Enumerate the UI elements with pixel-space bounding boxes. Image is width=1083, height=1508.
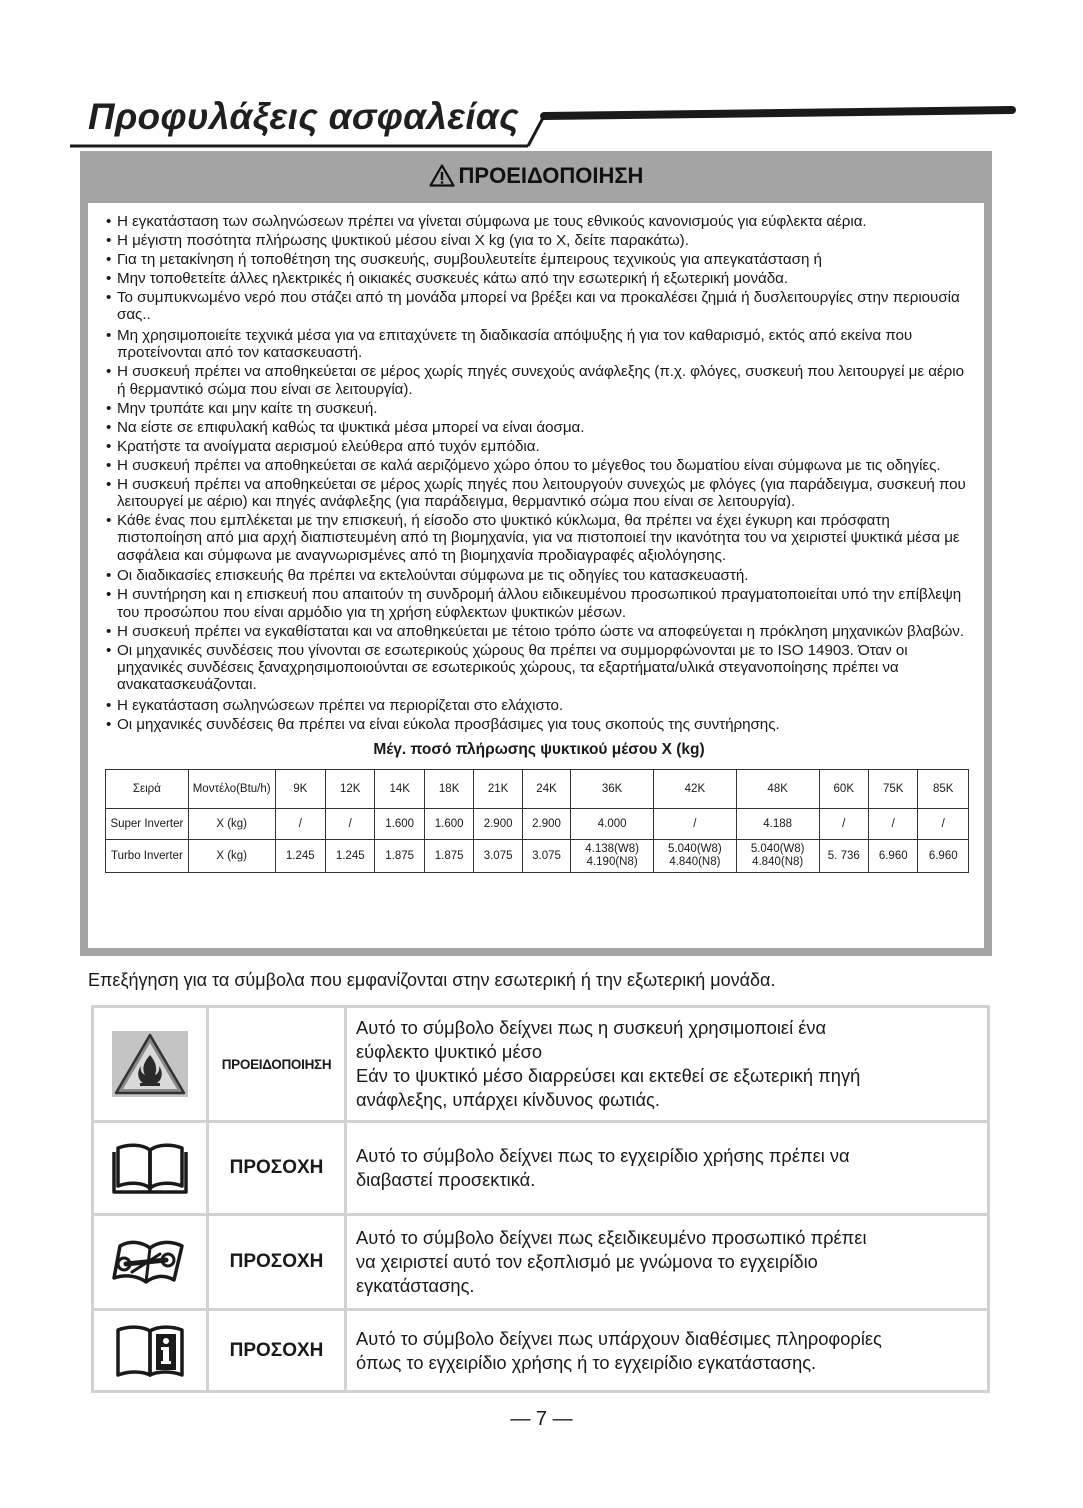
symbols-table <box>91 1005 990 1393</box>
list-item: • Οι μηχανικές συνδέσεις που γίνονται σε εσωτερικούς χώρους θα πρέπει να συμμορφώνονται με το ISO 14903. Όταν οι μηχανικές συνδέσεις ξαναχρησιμοποιούνται σε εσωτερικούς χώρους, τα εξαρτήματα/υλικά στεγανοποίησης πρέπει να ανακατασκευάζονται. <box>106 642 972 694</box>
list-item: • Να είστε σε επιφυλακή καθώς τα ψυκτικά μέσα μπορεί να είναι άοσμα. <box>106 419 972 436</box>
list-item: • Οι μηχανικές συνδέσεις θα πρέπει να είναι εύκολα προσβάσιμες για τους σκοπούς της συντήρησης. <box>106 716 972 733</box>
table-cell: 1.245 <box>326 840 375 873</box>
table-cell: 6.960 <box>918 840 969 873</box>
table-cell: 42K <box>654 770 737 809</box>
table-cell: X (kg) <box>188 840 275 873</box>
table-cell: Super Inverter <box>106 809 189 840</box>
list-item: • Κάθε ένας που εμπλέκεται με την επισκευή, ή είσοδο στο ψυκτικό κύκλωμα, θα πρέπει να έχει έγκυρη και πρόσφατη πιστοποίηση από μια αρχή διαπιστευμένη από τη βιομηχανία, για να πιστοποιεί την ικανότητα του να χειριστεί ψυκτικά μέσα με ασφάλεια και σύμφωνα με αναγνωρισμένες από τη βιομηχανία προδιαγραφές αξιολόγησης. <box>106 512 972 564</box>
list-item: • Η συσκευή πρέπει να αποθηκεύεται σε μέρος χωρίς πηγές συνεχούς ανάφλεξης (π.χ. φλόγες, συσκευή που λειτουργεί με αέριο ή θερμαντικό σώμα που είναι σε λειτουργία). <box>106 363 972 398</box>
table-cell: / <box>918 809 969 840</box>
table-cell: 14K <box>375 770 424 809</box>
list-item: • Η συσκευή πρέπει να αποθηκεύεται σε καλά αεριζόμενο χώρο όπου το μέγεθος του δωματίου είναι σύμφωνα με τις οδηγίες. <box>106 457 972 474</box>
open-book-icon <box>112 1140 188 1196</box>
table-cell: 3.075 <box>522 840 570 873</box>
symbol-icon-cell <box>94 1008 209 1120</box>
flammable-warning-icon <box>112 1031 188 1097</box>
warning-box <box>80 151 992 956</box>
symbol-row <box>94 1123 987 1216</box>
page-number: — 7 — <box>510 1408 573 1430</box>
table-cell: 4.188 <box>736 809 819 840</box>
table-cell: 5.040(W8) 4.840(N8) <box>736 840 819 873</box>
table-cell: 3.075 <box>474 840 522 873</box>
table-row <box>106 809 969 840</box>
list-item: • Μη χρησιμοποιείτε τεχνικά μέσα για να επιταχύνετε τη διαδικασία απόψυξης ή για τον καθαρισμό, εκτός από εκείνα που προτείνονται από τον κατασκευαστή. <box>106 327 972 362</box>
symbol-row <box>94 1008 987 1123</box>
list-item: • Μην τρυπάτε και μην καίτε τη συσκευή. <box>106 400 972 417</box>
symbol-row <box>94 1311 987 1390</box>
table-cell: / <box>869 809 918 840</box>
table-cell: 60K <box>819 770 868 809</box>
list-item: • Η συσκευή πρέπει να εγκαθίσταται και να αποθηκεύεται με τέτοιο τρόπο ώστε να αποφεύγεται η πρόκληση μηχανικών βλαβών. <box>106 623 972 640</box>
symbol-icon-cell <box>94 1123 209 1213</box>
symbol-description <box>356 1216 981 1308</box>
symbol-icon-cell <box>94 1216 209 1308</box>
page-title: Προφυλάξεις ασφαλείας <box>88 96 520 137</box>
table-cell: 24K <box>522 770 570 809</box>
warning-content <box>88 203 984 948</box>
table-cell: 21K <box>474 770 522 809</box>
table-cell: 4.138(W8) 4.190(N8) <box>571 840 654 873</box>
list-item: • Οι διαδικασίες επισκευής θα πρέπει να εκτελούνται σύμφωνα με τις οδηγίες του κατασκευαστή. <box>106 567 972 584</box>
table-cell: 85K <box>918 770 969 809</box>
table-cell: 5. 736 <box>819 840 868 873</box>
table-cell: Turbo Inverter <box>106 840 189 873</box>
symbol-description <box>356 1008 981 1120</box>
table-cell: 12K <box>326 770 375 809</box>
table-row <box>106 840 969 873</box>
charge-table-title: Μέγ. ποσό πλήρωσης ψυκτικού μέσου X (kg) <box>373 741 705 759</box>
table-cell: 2.900 <box>522 809 570 840</box>
table-cell: / <box>326 809 375 840</box>
table-cell: 1.875 <box>375 840 424 873</box>
table-cell: 1.600 <box>375 809 424 840</box>
table-cell: 75K <box>869 770 918 809</box>
list-item: • Μην τοποθετείτε άλλες ηλεκτρικές ή οικιακές συσκευές κάτω από την εσωτερική ή εξωτερική μονάδα. <box>106 270 972 287</box>
warning-list <box>106 213 972 733</box>
symbol-row <box>94 1216 987 1311</box>
table-cell: Σειρά <box>106 770 189 809</box>
service-manual-icon <box>110 1234 190 1290</box>
list-item: • Η συσκευή πρέπει να αποθηκεύεται σε μέρος χωρίς πηγές που λειτουργούν συνεχώς με φλόγες (για παράδειγμα, συσκευή που λειτουργεί με αέριο) και πηγές ανάφλεξης (για παράδειγμα, θερμαντικό σώμα που είναι σε λειτουργία). <box>106 476 972 511</box>
table-cell: 9K <box>275 770 325 809</box>
table-cell: / <box>654 809 737 840</box>
table-cell: 1.600 <box>424 809 473 840</box>
table-cell: 4.000 <box>571 809 654 840</box>
symbol-label: ΠΡΟΣΟΧΗ <box>209 1123 347 1213</box>
table-cell: 5.040(W8) 4.840(N8) <box>654 840 737 873</box>
list-item: • Η εγκατάσταση σωληνώσεων πρέπει να περιορίζεται στο ελάχιστο. <box>106 697 972 714</box>
list-item: • Κρατήστε τα ανοίγματα αερισμού ελεύθερα από τυχόν εμπόδια. <box>106 438 972 455</box>
symbol-description <box>356 1311 981 1390</box>
list-item: • Η εγκατάσταση των σωληνώσεων πρέπει να γίνεται σύμφωνα με τους εθνικούς κανονισμούς για εύφλεκτα αέρια. <box>106 213 972 230</box>
table-cell: Μοντέλο(Btu/h) <box>188 770 275 809</box>
symbols-intro: Επεξήγηση για τα σύμβολα που εμφανίζονται στην εσωτερική ή την εξωτερική μονάδα. <box>88 970 776 990</box>
symbol-label: ΠΡΟΕΙΔΟΠΟΙΗΣΗ <box>209 1008 347 1120</box>
table-cell: 1.875 <box>424 840 473 873</box>
table-header-row <box>106 770 969 809</box>
info-manual-icon <box>112 1323 188 1379</box>
table-cell: 1.245 <box>275 840 325 873</box>
list-item: • Η μέγιστη ποσότητα πλήρωσης ψυκτικού μέσου είναι X kg (για το X, δείτε παρακάτω). <box>106 232 972 249</box>
warning-heading-text: ΠΡΟΕΙΔΟΠΟΙΗΣΗ <box>458 163 644 188</box>
symbol-icon-cell <box>94 1311 209 1390</box>
list-item: • Για τη μετακίνηση ή τοποθέτηση της συσκευής, συμβουλευτείτε έμπειρους τεχνικούς για απεγκατάσταση ή <box>106 251 972 268</box>
table-cell: 48K <box>736 770 819 809</box>
symbol-description-text: Αυτό το σύμβολο δείχνει πως το εγχειρίδιο χρήσης πρέπει να διαβαστεί προσεκτικά. <box>356 1145 850 1190</box>
warning-heading <box>80 163 992 189</box>
table-cell: / <box>275 809 325 840</box>
symbol-description-text: Αυτό το σύμβολο δείχνει πως η συσκευή χρησιμοποιεί ένα εύφλεκτο ψυκτικό μέσο Εάν το ψυκτικό μέσο διαρρεύσει και εκτεθεί σε εξωτερική πηγή ανάφλεξης, υπάρχει κίνδυνος φωτιάς. <box>356 1017 861 1110</box>
list-item: • Η συντήρηση και η επισκευή που απαιτούν τη συνδρομή άλλου ειδικευμένου προσωπικού πραγματοποιείται υπό την επίβλεψη του προσώπου που είναι αρμόδιο για τη χρήση εύφλεκτων ψυκτικών μέσων. <box>106 586 972 621</box>
table-cell: 36K <box>571 770 654 809</box>
symbol-label: ΠΡΟΣΟΧΗ <box>209 1311 347 1390</box>
symbol-description-text: Αυτό το σύμβολο δείχνει πως εξειδικευμένο προσωπικό πρέπει να χειριστεί αυτό τον εξοπλισμό με γνώμονα το εγχειρίδιο εγκατάστασης. <box>356 1227 867 1296</box>
table-cell: 2.900 <box>474 809 522 840</box>
charge-table <box>105 769 969 873</box>
warning-triangle-icon <box>429 164 455 187</box>
symbol-description <box>356 1123 981 1213</box>
symbol-description-text: Αυτό το σύμβολο δείχνει πως υπάρχουν διαθέσιμες πληροφορίες όπως το εγχειρίδιο χρήσης ή το εγχειρίδιο εγκατάστασης. <box>356 1327 882 1373</box>
table-cell: 18K <box>424 770 473 809</box>
symbol-label: ΠΡΟΣΟΧΗ <box>209 1216 347 1308</box>
list-item: • Το συμπυκνωμένο νερό που στάζει από τη μονάδα μπορεί να βρέξει και να προκαλέσει ζημιά ή δυσλειτουργίες στην περιουσία σας.. <box>106 289 972 324</box>
table-cell: X (kg) <box>188 809 275 840</box>
table-cell: 6.960 <box>869 840 918 873</box>
table-cell: / <box>819 809 868 840</box>
